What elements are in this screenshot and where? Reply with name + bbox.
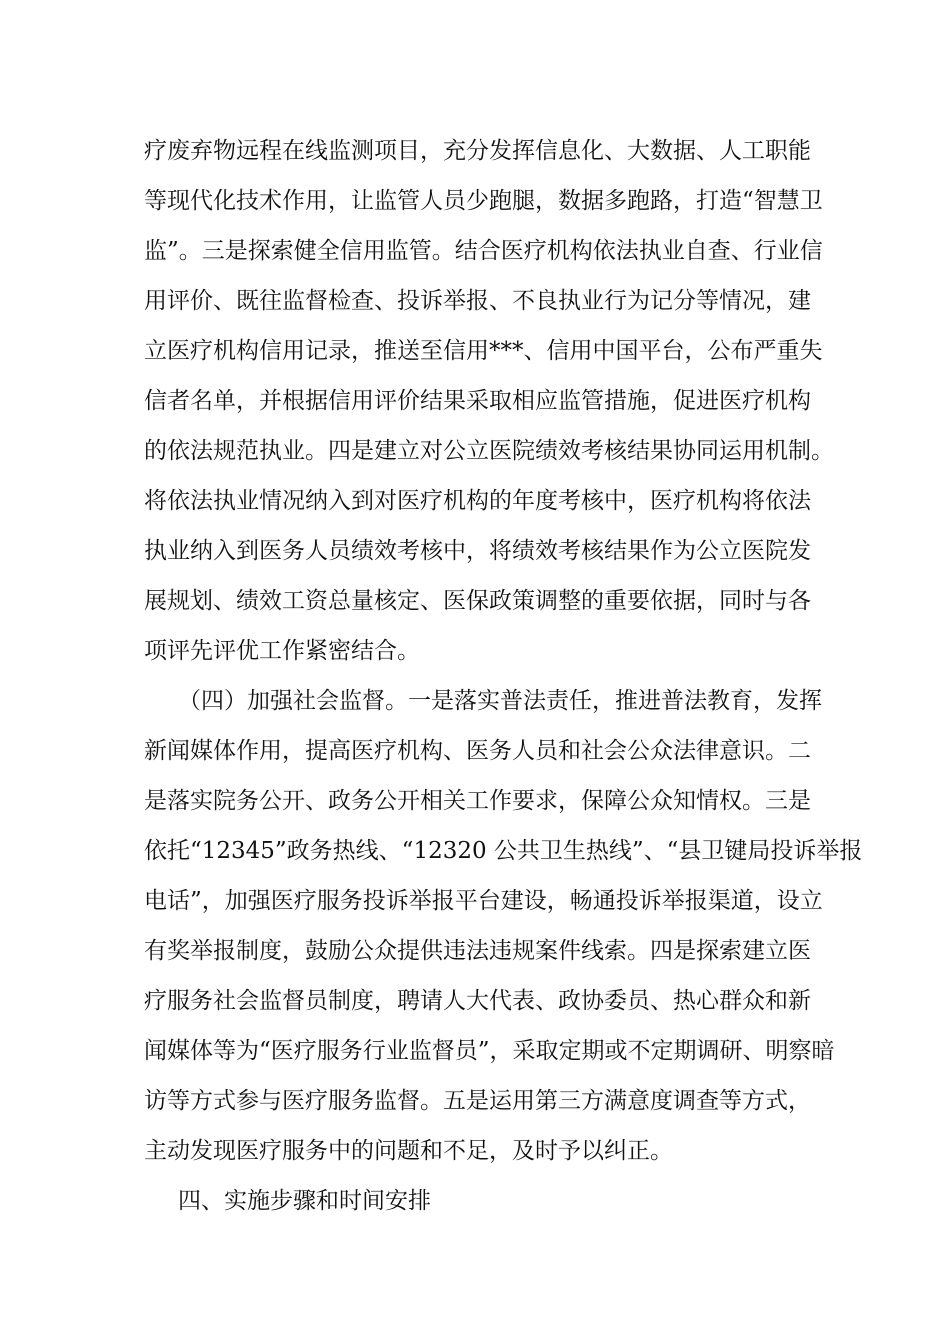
text-line: 信者名单，并根据信用评价结果采取相应监管措施，促进医疗机构 — [144, 388, 811, 414]
text-line: 用评价、既往监督检查、投诉举报、不良执业行为记分等情况，建 — [144, 288, 811, 314]
text-line: 疗废弃物远程在线监测项目，充分发挥信息化、大数据、人工职能 — [144, 138, 811, 164]
text-line: 有奖举报制度，鼓励公众提供违法违规案件线索。四是探索建立医 — [144, 938, 811, 964]
section-heading-line: （四）加强社会监督。一是落实普法责任，推进普法教育，发挥 — [178, 688, 822, 714]
text-line: 的依法规范执业。四是建立对公立医院绩效考核结果协同运用机制。 — [144, 438, 834, 464]
text-line: 执业纳入到医务人员绩效考核中，将绩效考核结果作为公立医院发 — [144, 538, 811, 564]
text-line: 立医疗机构信用记录，推送至信用***、信用中国平台，公布严重失 — [144, 338, 823, 364]
text-line: 依托“12345”政务热线、“12320 公共卫生热线”、“县卫键局投诉举报 — [144, 838, 863, 864]
text-line: 疗服务社会监督员制度，聘请人大代表、政协委员、热心群众和新 — [144, 988, 811, 1014]
text-line: 等现代化技术作用，让监管人员少跑腿，数据多跑路，打造“智慧卫 — [144, 188, 823, 214]
text-line: 访等方式参与医疗服务监督。五是运用第三方满意度调查等方式， — [144, 1088, 811, 1114]
text-line: 将依法执业情况纳入到对医疗机构的年度考核中，医疗机构将依法 — [144, 488, 811, 514]
text-line: 电话”，加强医疗服务投诉举报平台建设，畅通投诉举报渠道，设立 — [144, 888, 823, 914]
section-heading: 四、实施步骤和时间安排 — [178, 1188, 431, 1214]
text-line: 监”。三是探索健全信用监管。结合医疗机构依法执业自查、行业信 — [144, 238, 823, 264]
body-text — [144, 126, 863, 1226]
text-line: 新闻媒体作用，提高医疗机构、医务人员和社会公众法律意识。二 — [144, 738, 811, 764]
text-line: 展规划、绩效工资总量核定、医保政策调整的重要依据，同时与各 — [144, 588, 811, 614]
text-line: 项评先评优工作紧密结合。 — [144, 638, 420, 664]
text-line: 闻媒体等为“医疗服务行业监督员”，采取定期或不定期调研、明察暗 — [144, 1038, 835, 1064]
text-line: 是落实院务公开、政务公开相关工作要求，保障公众知情权。三是 — [144, 788, 811, 814]
text-line: 主动发现医疗服务中的问题和不足，及时予以纠正。 — [144, 1138, 673, 1164]
